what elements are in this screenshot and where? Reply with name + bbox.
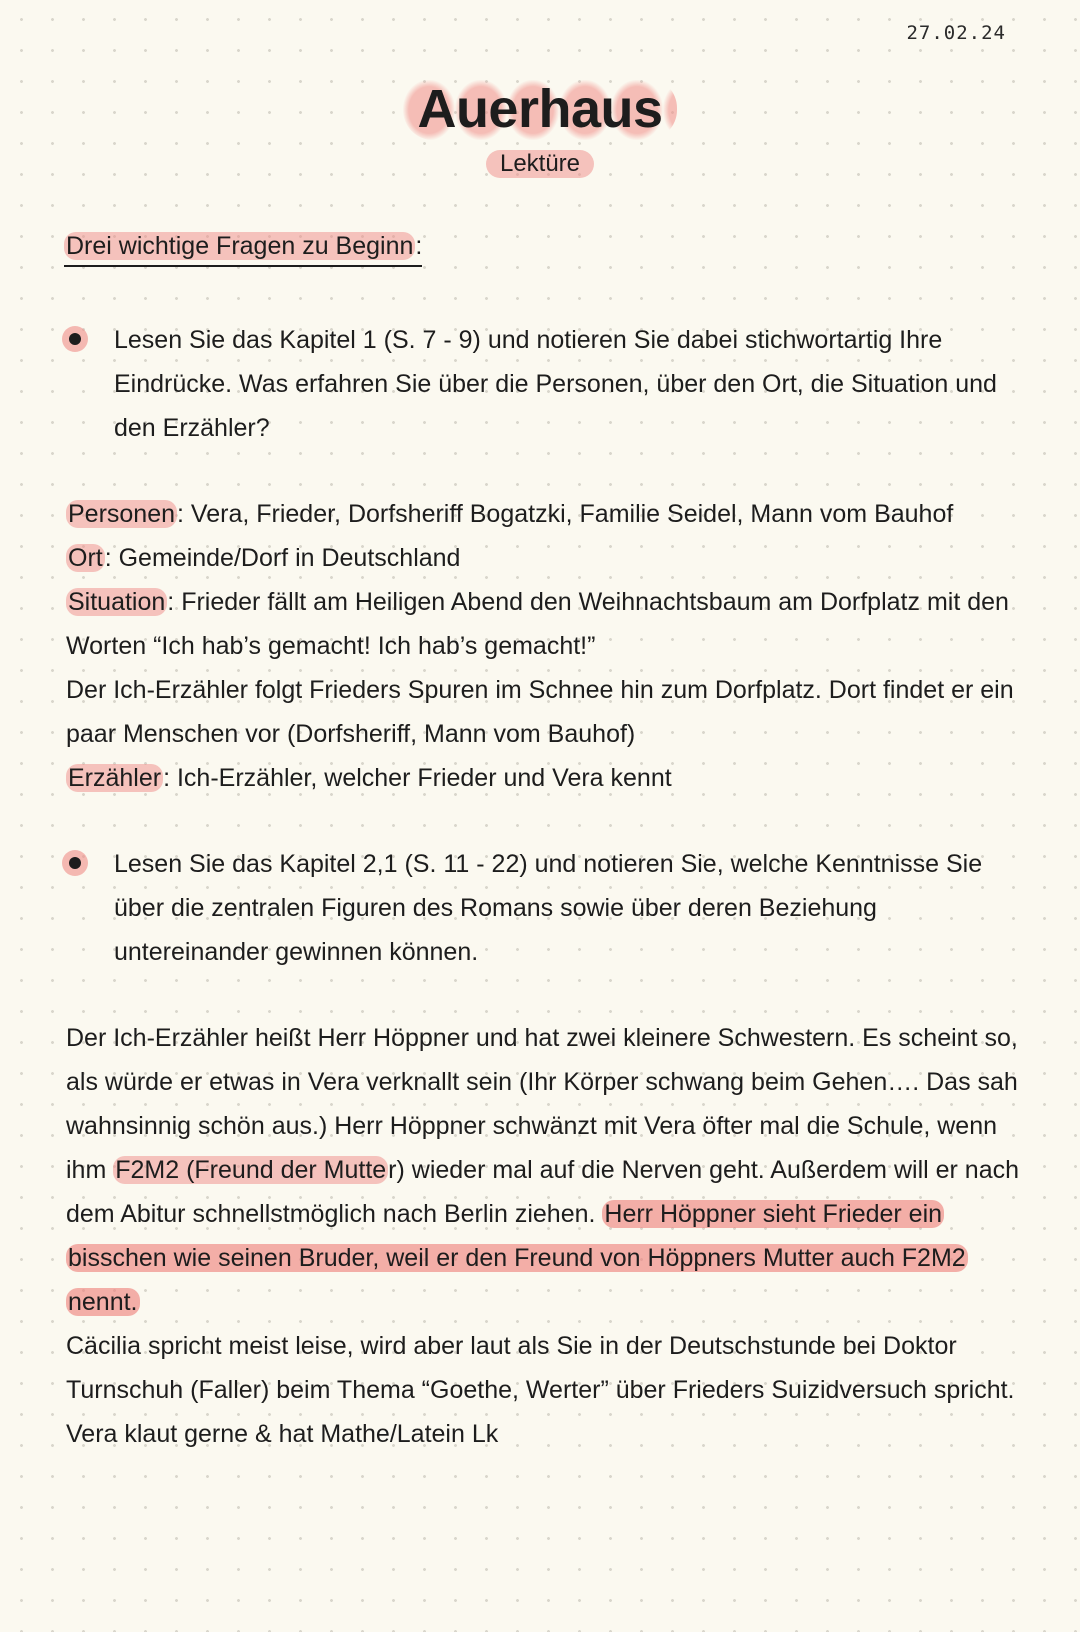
heading-underlined	[64, 232, 422, 267]
heading-colon: :	[415, 232, 423, 260]
situation-text: : Frieder fällt am Heiligen Abend den Weihnachtsbaum am Dorfplatz mit den Worten “Ich hab’s gemacht! Ich hab’s gemacht!”	[66, 588, 1009, 660]
label-erzaehler: Erzähler	[68, 764, 162, 792]
answer-erzaehler	[66, 756, 1020, 800]
ort-text: : Gemeinde/Dorf in Deutschland	[104, 544, 461, 572]
bullet-icon	[62, 850, 88, 876]
notes-content	[66, 232, 1020, 1456]
answer-2	[66, 1016, 1020, 1456]
answer-2-caecilia: Cäcilia spricht meist leise, wird aber laut als Sie in der Deutschstunde bei Doktor Turnschuh (Faller) beim Thema “Goethe, Werter” über Frieders Suizidversuch spricht. Vera klaut gerne & hat Mathe/Latein Lk	[66, 1332, 1015, 1448]
answer-2-part1: Der Ich-Erzähler heißt Herr Höppner und hat zwei kleinere Schwestern. Es scheint so, als würde er etwas in Vera verknallt sein (Ihr Körper schwang beim Gehen…. Das sah wahnsinnig schön aus.) Herr Höppner schwänzt mit Vera öfter mal die Schule, wenn ihm	[66, 1024, 1018, 1184]
erzaehler-text: : Ich-Erzähler, welcher Frieder und Vera kennt	[163, 764, 672, 792]
date: 27.02.24	[906, 22, 1006, 44]
question-2-text: Lesen Sie das Kapitel 2,1 (S. 11 - 22) und notieren Sie, welche Kenntnisse Sie über die zentralen Figuren des Romans sowie über deren Beziehung untereinander gewinnen können.	[114, 850, 983, 966]
question-2	[66, 842, 1020, 974]
question-1-text: Lesen Sie das Kapitel 1 (S. 7 - 9) und notieren Sie dabei stichwortartig Ihre Eindrücke. Was erfahren Sie über die Personen, über den Ort, die Situation und den Erzähler?	[114, 326, 997, 442]
label-personen: Personen	[68, 500, 176, 528]
answer-1	[66, 492, 1020, 800]
section-heading	[66, 232, 1020, 276]
title-area	[0, 78, 1080, 140]
answer-situation-2: Der Ich-Erzähler folgt Frieders Spuren im Schnee hin zum Dorfplatz. Dort findet er ein paar Menschen vor (Dorfsheriff, Mann vom Bauhof)	[66, 676, 1014, 748]
answer-2-part2: r) wieder mal auf die Nerven geht. Außerdem will er nach dem Abitur schnellstmöglich nach Berlin ziehen.	[66, 1156, 1020, 1228]
heading-text: Drei wichtige Fragen zu Beginn	[66, 232, 414, 260]
bullet-icon	[62, 326, 88, 352]
label-situation: Situation	[68, 588, 166, 616]
answer-situation	[66, 580, 1020, 668]
label-ort: Ort	[68, 544, 103, 572]
page-title: Auerhaus	[403, 78, 676, 140]
question-1	[66, 318, 1020, 450]
answer-personen	[66, 492, 1020, 536]
page-subtitle: Lektüre	[486, 150, 594, 178]
answer-ort	[66, 536, 1020, 580]
subtitle-area	[0, 150, 1080, 178]
f2m2-highlight: F2M2 (Freund der Mutte	[115, 1156, 387, 1184]
personen-text: : Vera, Frieder, Dorfsheriff Bogatzki, Familie Seidel, Mann vom Bauhof	[177, 500, 954, 528]
bruder-highlight: Herr Höppner sieht Frieder ein bisschen wie seinen Bruder, weil er den Freund von Höppners Mutter auch F2M2 nennt.	[68, 1200, 966, 1316]
answer-2-paragraph	[66, 1016, 1020, 1324]
